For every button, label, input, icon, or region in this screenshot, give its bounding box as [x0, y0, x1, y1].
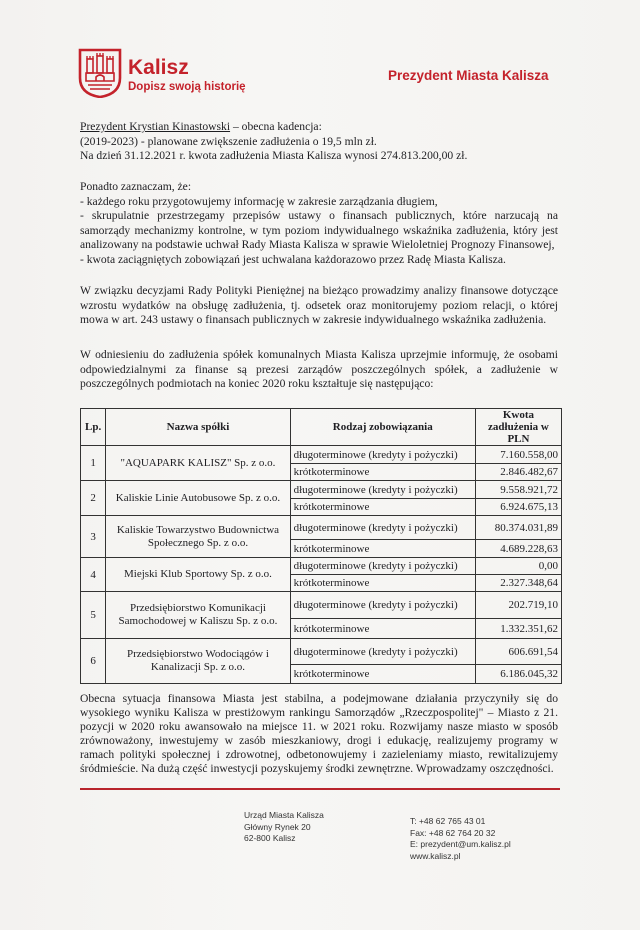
row-lp: 6 — [81, 639, 106, 684]
footer-contact — [410, 816, 511, 862]
city-tagline: Dopisz swoją historię — [128, 81, 246, 93]
final-paragraph: Obecna sytuacja finansowa Miasta jest stabilna, a podejmowane działania przyczyniły się do wysokiego wyniku Kalisza w prestiżowym rankingu Samorządów „Rzeczpospolitej" – Miasto z 21. pozycji w 2020 roku awansowało na miejsce 11. w 2021 roku. Rozwijamy nasze miasto w sposób zrównoważony, inwestujemy w zasób mieszkaniowy, drogi i edukację, realizujemy programy w ramach polityki społecznej i zdrowotnej, odbetonowujemy i zazieleniamy miasto, rewitalizujemy śródmieście. Na dużą część inwestycji pozyskujemy środki zewnętrzne. Wprowadzamy oszczędności. — [80, 692, 558, 775]
phone-line: T: +48 62 765 43 01 — [410, 816, 486, 826]
row-short-amount: 6.186.045,32 — [475, 665, 561, 684]
row-short-label: krótkoterminowe — [290, 540, 475, 558]
row-short-amount: 2.327.348,64 — [475, 575, 561, 592]
row-company-name: Kaliskie Linie Autobusowe Sp. z o.o. — [106, 481, 290, 516]
bullet-item: - kwota zaciągniętych zobowiązań jest uchwalana każdorazowo przez Radę Miasta Kalisza. — [80, 252, 506, 266]
row-long-amount: 9.558.921,72 — [475, 481, 561, 499]
kalisz-coat-of-arms-logo — [78, 48, 122, 98]
row-company-name: "AQUAPARK KALISZ" Sp. z o.o. — [106, 446, 290, 481]
row-long-amount: 80.374.031,89 — [475, 516, 561, 540]
city-name: Kalisz — [128, 56, 189, 79]
row-short-amount: 4.689.228,63 — [475, 540, 561, 558]
row-company-name: Kaliskie Towarzystwo Budownictwa Społecznego Sp. z o.o. — [106, 516, 290, 558]
table-row — [81, 516, 562, 540]
address-line: Główny Rynek 20 — [244, 821, 311, 832]
intro-line3: Na dzień 31.12.2021 r. kwota zadłużenia Miasta Kalisza wynosi 274.813.200,00 zł. — [80, 149, 468, 162]
table-row — [81, 592, 562, 619]
row-company-name: Przedsiębiorstwo Komunikacji Samochodowej w Kaliszu Sp. z o.o. — [106, 592, 290, 639]
table-row — [81, 446, 562, 464]
row-short-label: krótkoterminowe — [290, 665, 475, 684]
row-long-label: długoterminowe (kredyty i pożyczki) — [290, 639, 475, 665]
header-amount: Kwota zadłużenia w PLN — [475, 409, 561, 446]
president-title: Prezydent Miasta Kalisza — [388, 68, 549, 83]
row-lp: 2 — [81, 481, 106, 516]
row-long-label: długoterminowe (kredyty i pożyczki) — [290, 516, 475, 540]
row-short-label: krótkoterminowe — [290, 464, 475, 481]
row-short-amount: 1.332.351,62 — [475, 619, 561, 639]
intro-line2: (2019-2023) - planowane zwiększenie zadłużenia o 19,5 mln zł. — [80, 134, 377, 148]
website-line: www.kalisz.pl — [410, 850, 461, 861]
fax-line: Fax: +48 62 764 20 32 — [410, 827, 496, 838]
row-long-label: długoterminowe (kredyty i pożyczki) — [290, 481, 475, 499]
bullet-item: - każdego roku przygotowujemy informację w zakresie zarządzania długiem, — [80, 194, 438, 208]
bullets-block — [80, 180, 558, 267]
row-short-amount: 2.846.482,67 — [475, 464, 561, 481]
companies-debt-table — [80, 408, 562, 684]
row-short-amount: 6.924.675,13 — [475, 499, 561, 516]
row-lp: 5 — [81, 592, 106, 639]
row-long-amount: 606.691,54 — [475, 639, 561, 665]
row-lp: 4 — [81, 558, 106, 592]
header-lp: Lp. — [81, 409, 106, 446]
bullet-item: - skrupulatnie przestrzegamy przepisów ustawy o finansach publicznych, które narzucają na samorządy mechanizmy kontrolne, w tym poziom indywidualnego wskaźnika zadłużenia, który jest analizowany na podstawie uchwał Rady Miasta Kalisza w sprawie Wieloletniej Prognozy Finansowej, — [80, 209, 558, 251]
row-short-label: krótkoterminowe — [290, 499, 475, 516]
row-long-label: długoterminowe (kredyty i pożyczki) — [290, 446, 475, 464]
spolki-paragraph: W odniesieniu do zadłużenia spółek komunalnych Miasta Kalisza uprzejmie informuję, że osobami odpowiedzialnymi za finanse są prezesi zarządów poszczególnych spółek, a zadłużenie w poszczególnych podmiotach na koniec 2020 roku kształtuje się następująco: — [80, 348, 558, 390]
intro-block — [80, 120, 558, 164]
footer-address — [244, 810, 324, 845]
header-name: Nazwa spółki — [106, 409, 290, 446]
rpp-paragraph: W związku decyzjami Rady Polityki Pieniężnej na bieżąco prowadzimy analizy finansowe dotyczące wzrostu wydatków na obsługę zadłużenia, tj. odsetek oraz monitorujemy poziom relacji, o której mowa w art. 243 ustawy o finansach publicznych w zakresie indywidualnego wskaźnika zadłużenia. — [80, 284, 558, 326]
table-row — [81, 558, 562, 575]
row-long-amount: 202.719,10 — [475, 592, 561, 619]
row-company-name: Przedsiębiorstwo Wodociągów i Kanalizacji Sp. z o.o. — [106, 639, 290, 684]
row-short-label: krótkoterminowe — [290, 575, 475, 592]
row-lp: 3 — [81, 516, 106, 558]
row-lp: 1 — [81, 446, 106, 481]
table-header-row — [81, 409, 562, 446]
president-name: Prezydent Krystian Kinastowski — [80, 120, 231, 133]
row-long-label: długoterminowe (kredyty i pożyczki) — [290, 558, 475, 575]
footer-divider — [80, 788, 560, 790]
address-line: 62-800 Kalisz — [244, 833, 296, 843]
row-short-label: krótkoterminowe — [290, 619, 475, 639]
ponadto-line: Ponadto zaznaczam, że: — [80, 180, 192, 193]
row-company-name: Miejski Klub Sportowy Sp. z o.o. — [106, 558, 290, 592]
table-row — [81, 481, 562, 499]
row-long-label: długoterminowe (kredyty i pożyczki) — [290, 592, 475, 619]
row-long-amount: 7.160.558,00 — [475, 446, 561, 464]
address-line: Urząd Miasta Kalisza — [244, 810, 324, 820]
email-line: E: prezydent@um.kalisz.pl — [410, 839, 511, 849]
row-long-amount: 0,00 — [475, 558, 561, 575]
header-type: Rodzaj zobowiązania — [290, 409, 475, 446]
intro-line1-rest: – obecna kadencja: — [230, 120, 322, 133]
table-row — [81, 639, 562, 665]
